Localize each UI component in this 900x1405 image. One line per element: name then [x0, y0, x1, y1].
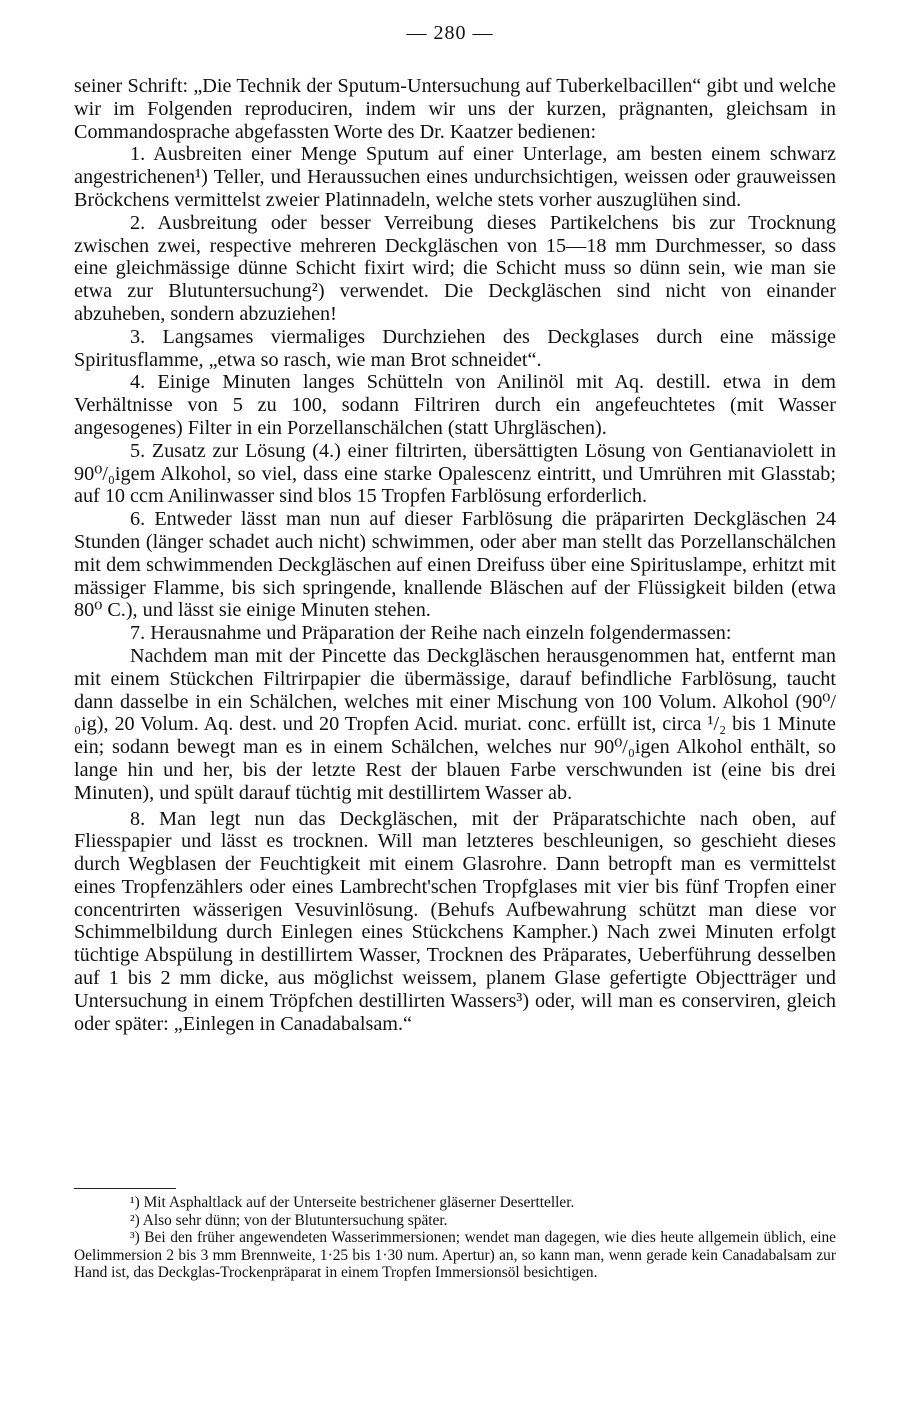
- paragraph-step-1: 1. Ausbreiten einer Menge Sputum auf einer Unterlage, am besten einem schwarz angestrichenen¹) Teller, und Heraussuchen eines undurchsichtigen, weissen oder grauweissen Bröckchens vermittelst zweier Platinnadeln, welche stets vorher auszuglühen sind.: [74, 143, 836, 211]
- paragraph-step-2: 2. Ausbreitung oder besser Verreibung dieses Partikelchens bis zur Trocknung zwischen zwei, respective mehreren Deckgläschen von 15—18 mm Durchmesser, so dass eine gleichmässige dünne Schicht fixirt wird; die Schicht muss so dünn sein, wie man sie etwa zur Blutuntersuchung²) verwendet. Die Deckgläschen sind nicht von einander abzuheben, sondern abzuziehen!: [74, 211, 836, 325]
- paragraph-intro: seiner Schrift: „Die Technik der Sputum-Untersuchung auf Tuberkelbacillen“ gibt und welche wir im Folgenden reproduciren, indem wir uns der kurzen, prägnanten, gleichsam in Commandosprache abgefassten Worte des Dr. Kaatzer bedienen:: [74, 75, 836, 143]
- footnotes: [74, 1194, 836, 1282]
- footnote-2: ²) Also sehr dünn; von der Blutuntersuchung später.: [130, 1211, 448, 1229]
- paragraph-step-7: 7. Herausnahme und Präparation der Reihe nach einzeln folgendermassen:: [130, 622, 732, 645]
- main-text: [74, 75, 836, 1035]
- paragraph-step-4: 4. Einige Minuten langes Schütteln von Anilinöl mit Aq. destill. etwa in dem Verhältnisse von 5 zu 100, sodann Filtriren durch ein angefeuchtetes (mit Wasser angesogenes) Filter in ein Porzellanschälchen (statt Uhrgläschen).: [74, 371, 836, 439]
- footnote-1: ¹) Mit Asphaltlack auf der Unterseite bestrichener gläserner Desertteller.: [130, 1194, 575, 1211]
- footnote-3: ³) Bei den früher angewendeten Wasserimmersionen; wendet man dagegen, wie dies heute allgemein üblich, eine Oelimmersion 2 bis 3 mm Brennweite, 1·25 bis 1·30 num. Apertur) an, so kann man, wenn gerade kein Canadabalsam zur Hand ist, das Deckglas-Trockenpräparat in einem Tropfen Immersionsöl besichtigen.: [74, 1229, 836, 1282]
- paragraph-step-7-detail: Nachdem man mit der Pincette das Deckgläschen herausgenommen hat, entfernt man mit einem Stückchen Filtrirpapier die übermässige, darauf befindliche Farblösung, taucht dann dasselbe in ein Schälchen, welches mit einer Mischung von 100 Volum. Alkohol (90⁰/₀ig), 20 Volum. Aq. dest. und 20 Tropfen Acid. muriat. conc. erfüllt ist, circa ¹/₂ bis 1 Minute ein; sodann bewegt man es in einem Schälchen, welches nur 90⁰/₀igen Alkohol enthält, so lange hin und her, bis der letzte Rest der blauen Farbe verschwunden ist (eine bis drei Minuten), und spült darauf tüchtig mit destillirtem Wasser ab.: [74, 644, 836, 804]
- paragraph-step-3: 3. Langsames viermaliges Durchziehen des Deckglases durch eine mässige Spiritusflamme, „etwa so rasch, wie man Brot schneidet“.: [74, 325, 836, 371]
- page-number: — 280 —: [406, 22, 494, 44]
- paragraph-step-6: 6. Entweder lässt man nun auf dieser Farblösung die präparirten Deckgläschen 24 Stunden (länger schadet auch nicht) schwimmen, oder aber man stellt das Porzellanschälchen mit dem schwimmenden Deckgläschen auf einen Dreifuss über eine Spirituslampe, erhitzt mit mässiger Flamme, bis sich springende, knallende Bläschen auf der Flüssigkeit bilden (etwa 80⁰ C.), und lässt sie einige Minuten stehen.: [74, 508, 836, 622]
- footnote-divider: [74, 1188, 176, 1189]
- paragraph-step-8: 8. Man legt nun das Deckgläschen, mit der Präparatschichte nach oben, auf Fliesspapier und lässt es trocknen. Will man letzteres beschleunigen, so geschieht dieses durch Wegblasen der Feuchtigkeit mit einem Glasrohre. Dann betropft man es vermittelst eines Tropfenzählers oder eines Lambrecht'schen Tropfglases mit vier bis fünf Tropfen einer concentrirten wässerigen Vesuvinlösung. (Behufs Aufbewahrung schützt man diese vor Schimmelbildung durch Einlegen eines Stückchens Kampher.) Nach zwei Minuten erfolgt tüchtige Abspülung in destillirtem Wasser, Trocknen des Präparates, Ueberführung desselben auf 1 bis 2 mm dicke, aus möglichst weissem, planem Glase gefertigte Objectträger und Untersuchung in einem Tröpfchen destillirten Wassers³) oder, will man es conserviren, gleich oder später: „Einlegen in Canadabalsam.“: [74, 807, 836, 1035]
- paragraph-step-5: 5. Zusatz zur Lösung (4.) einer filtrirten, übersättigten Lösung von Gentianaviolett in 90⁰/₀igem Alkohol, so viel, dass eine starke Opalescenz eintritt, und Umrühren mit Glasstab; auf 10 ccm Anilinwasser sind blos 15 Tropfen Farblösung erforderlich.: [74, 439, 836, 508]
